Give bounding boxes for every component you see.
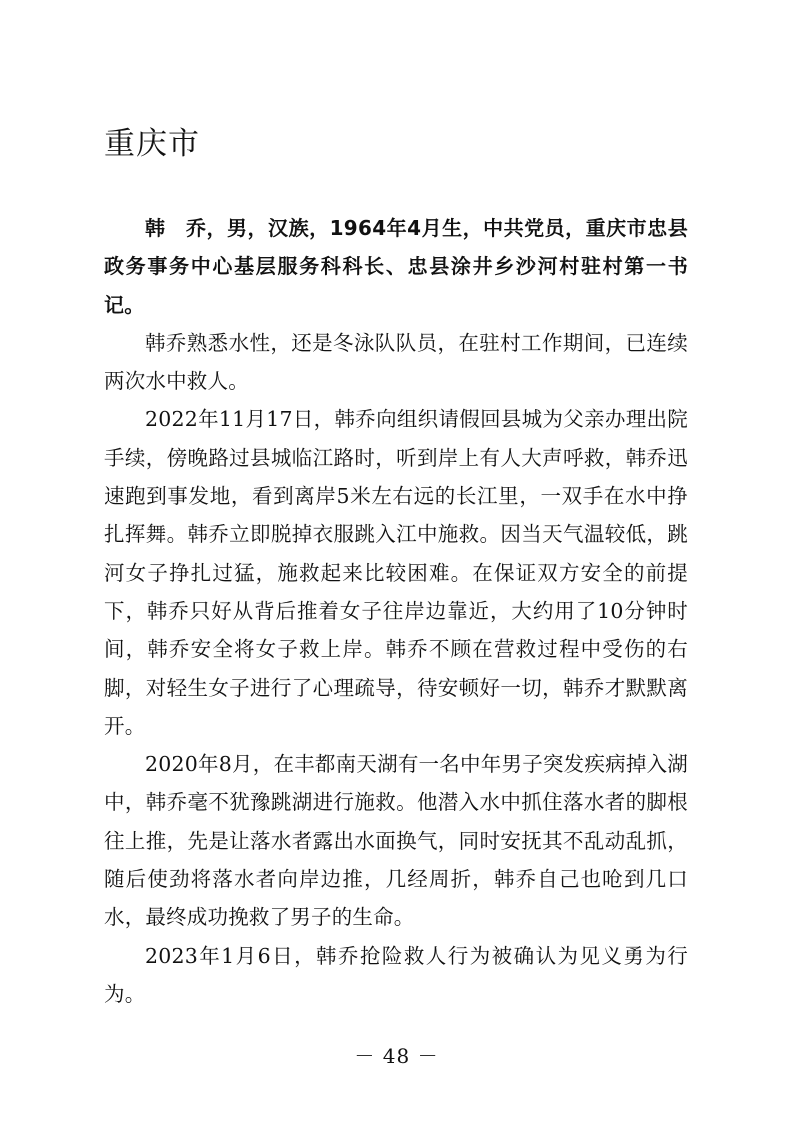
profile-paragraph: 韩 乔，男，汉族，1964年4月生，中共党员，重庆市忠县政务事务中心基层服务科科长、忠县涂井乡沙河村驻村第一书记。 [104,216,688,317]
body-paragraph: 韩乔熟悉水性，还是冬泳队队员，在驻村工作期间，已连续两次水中救人。 [104,330,688,394]
body-paragraph: 2020年8月，在丰都南天湖有一名中年男子突发疾病掉入湖中，韩乔毫不犹豫跳湖进行施救。他潜入水中抓住落水者的脚根往上推，先是让落水者露出水面换气，同时安抚其不乱动乱抓，随后使劲将落水者向岸边推，几经周折，韩乔自己也呛到几口水，最终成功挽救了男子的生命。 [104,752,688,930]
body-paragraph: 2022年11月17日，韩乔向组织请假回县城为父亲办理出院手续，傍晚路过县城临江路时，听到岸上有人大声呼救，韩乔迅速跑到事发地，看到离岸5米左右远的长江里，一双手在水中挣扎挥舞。韩乔立即脱掉衣服跳入江中施救。因当天气温较低，跳河女子挣扎过猛，施救起来比较困难。在保证双方安全的前提下，韩乔只好从背后推着女子往岸边靠近，大约用了10分钟时间，韩乔安全将女子救上岸。韩乔不顾在营救过程中受伤的右脚，对轻生女子进行了心理疏导，待安顿好一切，韩乔才默默离开。 [104,407,688,738]
page-number: － 48 － [354,1044,439,1068]
section-heading: 重庆市 [104,126,200,162]
document-body [104,209,688,1013]
body-paragraph: 2023年1月6日，韩乔抢险救人行为被确认为见义勇为行为。 [104,943,688,1006]
